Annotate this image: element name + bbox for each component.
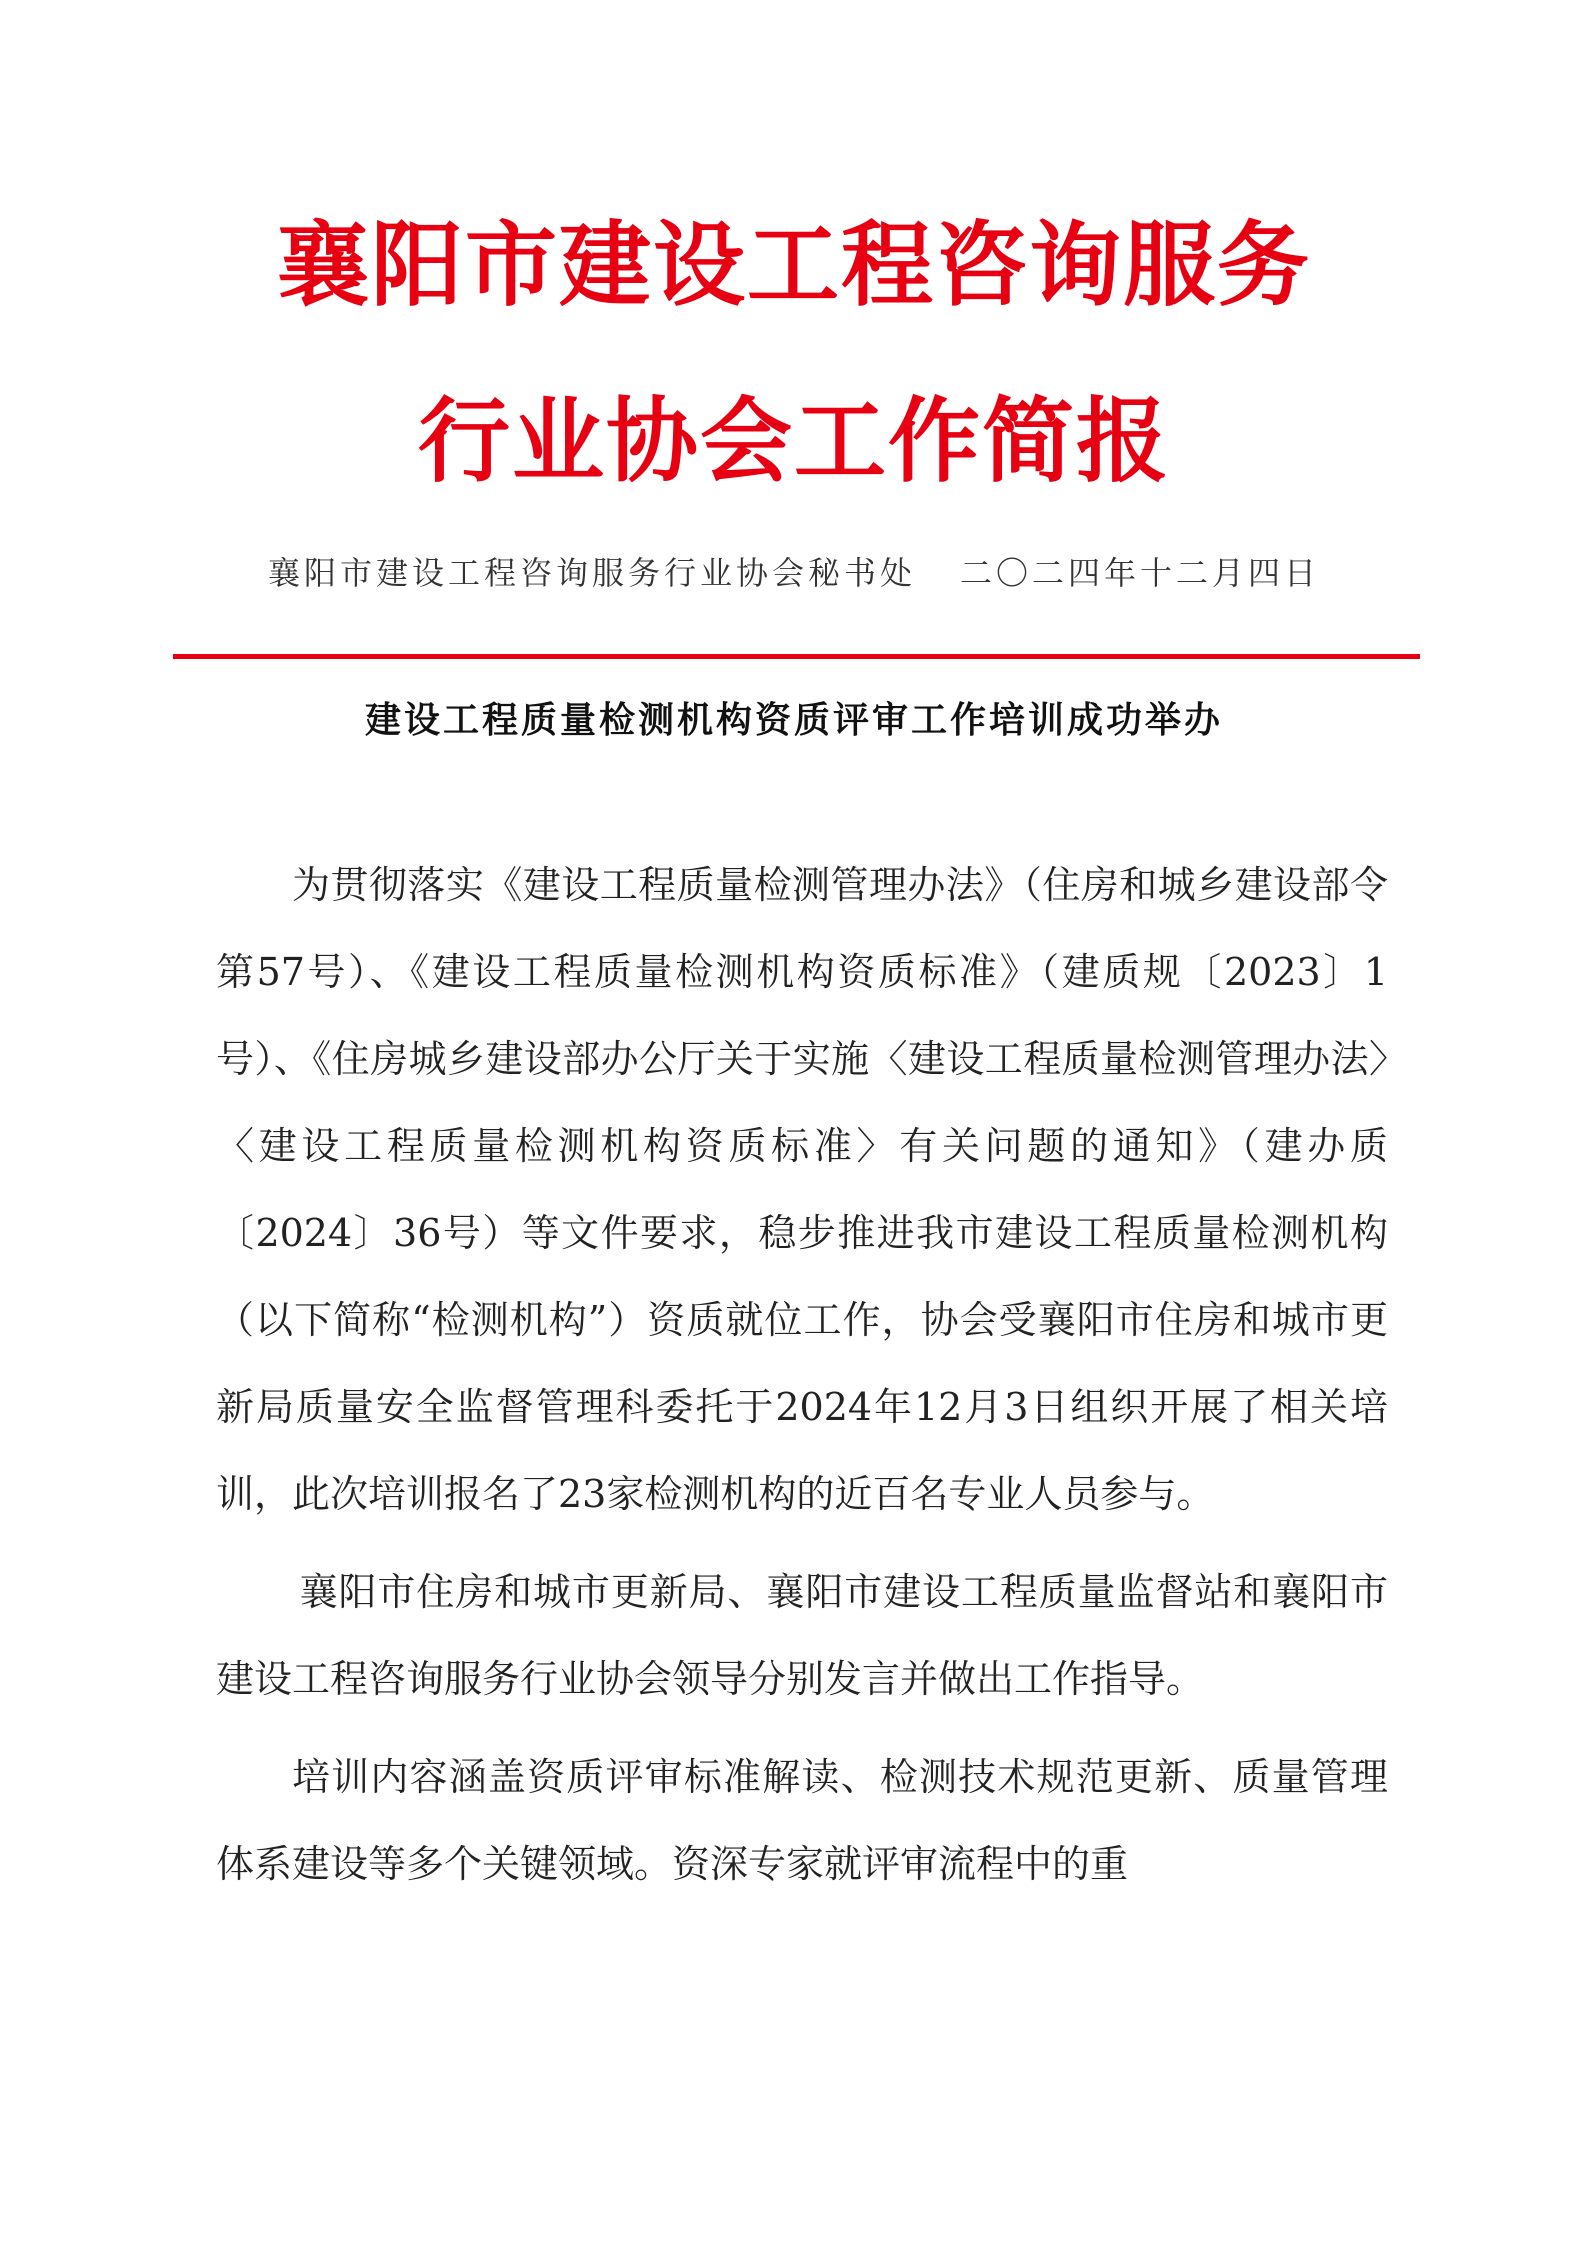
- issuer-line: [0, 548, 1588, 594]
- masthead-title-line-2: 行业协会工作简报: [417, 387, 1170, 495]
- article-paragraph: 襄阳市住房和城市更新局、襄阳市建设工程质量监督站和襄阳市建设工程咨询服务行业协会领导分别发言并做出工作指导。: [216, 1570, 1388, 1701]
- red-divider-rule: [173, 654, 1420, 659]
- article-paragraph: 为贯彻落实《建设工程质量检测管理办法》（住房和城乡建设部令第57号）、《建设工程质量检测机构资质标准》（建质规〔2023〕1号）、《住房城乡建设部办公厅关于实施〈建设工程质量检测管理办法〉〈建设工程质量检测机构资质标准〉有关问题的通知》（建办质〔2024〕36号）等文件要求，稳步推进我市建设工程质量检测机构（以下简称“检测机构”）资质就位工作，协会受襄阳市住房和城市更新局质量安全监督管理科委托于2024年12月3日组织开展了相关培训，此次培训报名了23家检测机构的近百名专业人员参与。: [216, 863, 1388, 1516]
- issue-date: 二〇二四年十二月四日: [960, 554, 1321, 592]
- issuer-org: 襄阳市建设工程咨询服务行业协会秘书处: [267, 554, 916, 592]
- article-title: 建设工程质量检测机构资质评审工作培训成功举办: [364, 699, 1223, 741]
- article-paragraph: 培训内容涵盖资质评审标准解读、检测技术规范更新、质量管理体系建设等多个关键领域。资深专家就评审流程中的重: [216, 1755, 1388, 1886]
- masthead-title-line-1: 襄阳市建设工程咨询服务: [276, 211, 1311, 319]
- article-body: [216, 842, 1388, 1919]
